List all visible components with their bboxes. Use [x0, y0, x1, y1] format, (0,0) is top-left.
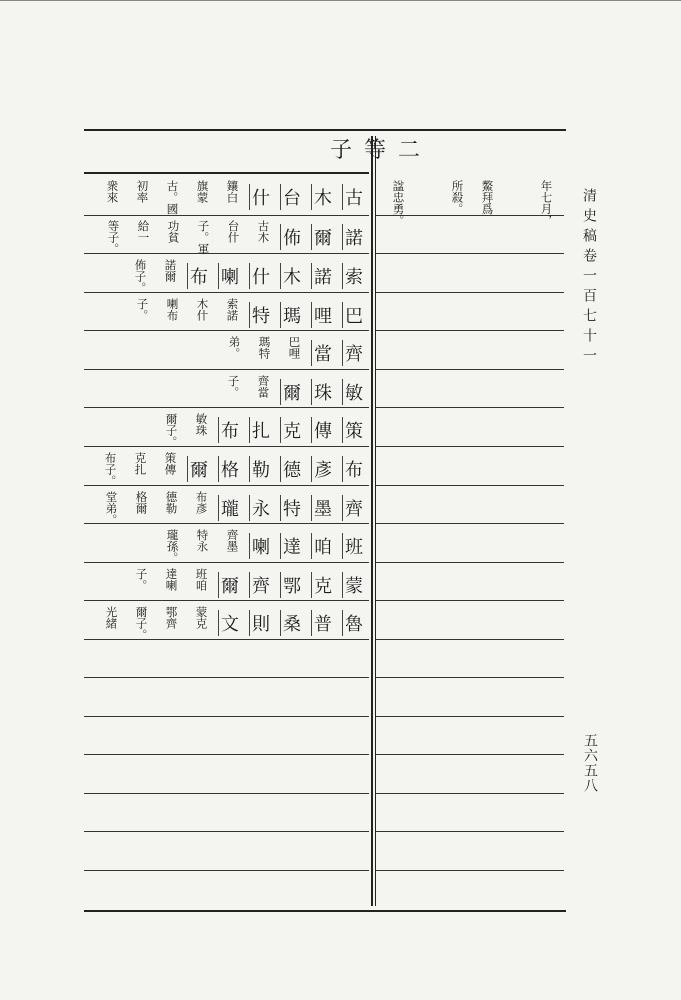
row-rule	[84, 716, 369, 717]
header-rule	[84, 172, 369, 174]
row-rule	[84, 485, 369, 486]
main-name-char: 台	[280, 184, 301, 210]
row-rule	[84, 600, 369, 601]
note-col: 喇布	[165, 298, 180, 321]
right-note-col: 年七月，	[539, 180, 554, 226]
row-rule	[376, 523, 564, 524]
main-name-char: 則	[249, 610, 270, 636]
note-col: 諾爾	[163, 259, 178, 282]
note-col: 敏珠	[194, 413, 209, 436]
main-name-char: 爾	[187, 456, 208, 482]
main-name-char: 珠	[311, 379, 332, 405]
main-name-char: 達	[280, 533, 301, 559]
note-col: 子。軍	[196, 220, 211, 255]
main-name-char: 魯	[342, 610, 363, 636]
main-name-char: 哩	[311, 302, 332, 328]
note-col: 堂弟。	[104, 491, 119, 526]
note-col: 木什	[195, 298, 210, 321]
note-col: 佈子。	[133, 259, 148, 294]
right-note-col: 所殺。	[450, 180, 465, 215]
note-col: 子。	[134, 568, 149, 591]
table-bottom-rule	[84, 910, 566, 912]
row-rule	[84, 754, 369, 755]
main-name-char: 勒	[249, 456, 270, 482]
row-rule	[376, 793, 564, 794]
row-rule	[376, 253, 564, 254]
right-note-col: 鰲拜爲	[480, 180, 495, 215]
row-rule	[376, 600, 564, 601]
note-col: 子。	[135, 298, 150, 321]
main-name-char: 普	[311, 610, 332, 636]
main-name-char: 木	[311, 184, 332, 210]
page-title: 二等子	[330, 138, 433, 163]
main-name-char: 木	[280, 263, 301, 289]
main-name-char: 齊	[342, 340, 363, 366]
row-rule	[376, 485, 564, 486]
main-name-char: 當	[311, 340, 332, 366]
main-name-char: 爾	[280, 379, 301, 405]
page-top-edge	[0, 0, 681, 1]
main-name-char: 布	[218, 417, 239, 443]
row-rule	[84, 562, 369, 563]
row-rule	[376, 639, 564, 640]
row-rule	[376, 292, 564, 293]
note-col: 給一	[136, 220, 151, 243]
note-col: 格爾	[134, 491, 149, 514]
main-name-char: 克	[311, 572, 332, 598]
table-center-double-rule-a	[371, 136, 373, 906]
row-rule	[84, 677, 369, 678]
main-name-char: 喇	[249, 533, 270, 559]
note-col: 布彥	[194, 491, 209, 514]
table-top-rule	[84, 129, 566, 131]
page-number: 五六五八	[582, 733, 598, 793]
row-rule	[376, 407, 564, 408]
note-col: 克扎	[133, 452, 148, 475]
note-col: 弟。	[227, 336, 242, 359]
row-rule	[376, 831, 564, 832]
row-rule	[84, 793, 369, 794]
table-center-double-rule-b	[375, 136, 376, 906]
main-name-char: 喇	[218, 263, 239, 289]
note-col: 爾子。	[134, 606, 149, 641]
note-col: 古。國	[165, 180, 180, 215]
row-rule	[84, 523, 369, 524]
main-name-char: 佈	[280, 224, 301, 250]
right-note-col: 諡忠勇。	[391, 180, 406, 226]
main-name-char: 鄂	[280, 572, 301, 598]
main-name-char: 什	[249, 184, 270, 210]
note-col: 衆來	[105, 180, 120, 203]
note-col: 功貧	[166, 220, 181, 243]
main-name-char: 彥	[311, 456, 332, 482]
main-name-char: 咱	[311, 533, 332, 559]
main-name-char: 諾	[311, 263, 332, 289]
note-col: 瑪特	[257, 336, 272, 359]
row-rule	[84, 369, 369, 370]
main-name-char: 爾	[218, 572, 239, 598]
row-rule	[376, 369, 564, 370]
main-name-char: 扎	[249, 417, 270, 443]
main-name-char: 蒙	[342, 572, 363, 598]
main-name-char: 傳	[311, 417, 332, 443]
main-name-char: 巴	[342, 302, 363, 328]
note-col: 齊墨	[225, 529, 240, 552]
row-rule	[84, 330, 369, 331]
row-rule	[84, 407, 369, 408]
row-rule	[376, 446, 564, 447]
row-rule	[376, 330, 564, 331]
row-rule	[376, 870, 564, 871]
main-name-char: 墨	[311, 495, 332, 521]
book-title: 清史稿卷一百七十一	[581, 188, 597, 368]
main-name-char: 格	[218, 456, 239, 482]
note-col: 布子。	[103, 452, 118, 487]
row-rule	[84, 870, 369, 871]
main-name-char: 敏	[342, 379, 363, 405]
note-col: 索諾	[225, 298, 240, 321]
note-col: 旗蒙	[195, 180, 210, 203]
main-name-char: 爾	[311, 224, 332, 250]
main-name-char: 策	[342, 417, 363, 443]
note-col: 台什	[226, 220, 241, 243]
main-name-char: 布	[342, 456, 363, 482]
main-name-char: 布	[187, 263, 208, 289]
note-col: 蒙克	[194, 606, 209, 629]
note-col: 班咱	[194, 568, 209, 591]
row-rule	[84, 831, 369, 832]
note-col: 瓏孫。	[165, 529, 180, 564]
main-name-char: 克	[280, 417, 301, 443]
note-col: 德勒	[164, 491, 179, 514]
main-name-char: 德	[280, 456, 301, 482]
main-name-char: 索	[342, 263, 363, 289]
note-col: 子。	[226, 375, 241, 398]
main-name-char: 班	[342, 533, 363, 559]
main-name-char: 瓏	[218, 495, 239, 521]
row-rule	[84, 253, 369, 254]
note-col: 鑲白	[225, 180, 240, 203]
row-rule	[376, 754, 564, 755]
row-rule	[84, 292, 369, 293]
main-name-char: 特	[249, 302, 270, 328]
note-col: 巴哩	[287, 336, 302, 359]
note-col: 齊當	[256, 375, 271, 398]
note-col: 達喇	[164, 568, 179, 591]
main-name-char: 什	[249, 263, 270, 289]
main-name-char: 永	[249, 495, 270, 521]
main-name-char: 齊	[342, 495, 363, 521]
row-rule	[84, 215, 369, 216]
row-rule	[376, 716, 564, 717]
note-col: 光緒	[104, 606, 119, 629]
note-col: 爾子。	[164, 413, 179, 448]
row-rule	[84, 446, 369, 447]
main-name-char: 諾	[342, 224, 363, 250]
row-rule	[376, 677, 564, 678]
note-col: 特永	[195, 529, 210, 552]
main-name-char: 文	[218, 610, 239, 636]
main-name-char: 特	[280, 495, 301, 521]
note-col: 鄂齊	[164, 606, 179, 629]
note-col: 古木	[256, 220, 271, 243]
note-col: 等子。	[106, 220, 121, 255]
main-name-char: 桑	[280, 610, 301, 636]
main-name-char: 齊	[249, 572, 270, 598]
row-rule	[84, 639, 369, 640]
row-rule	[376, 562, 564, 563]
note-col: 策傳	[163, 452, 178, 475]
main-name-char: 瑪	[280, 302, 301, 328]
main-name-char: 古	[342, 184, 363, 210]
note-col: 初率	[135, 180, 150, 203]
